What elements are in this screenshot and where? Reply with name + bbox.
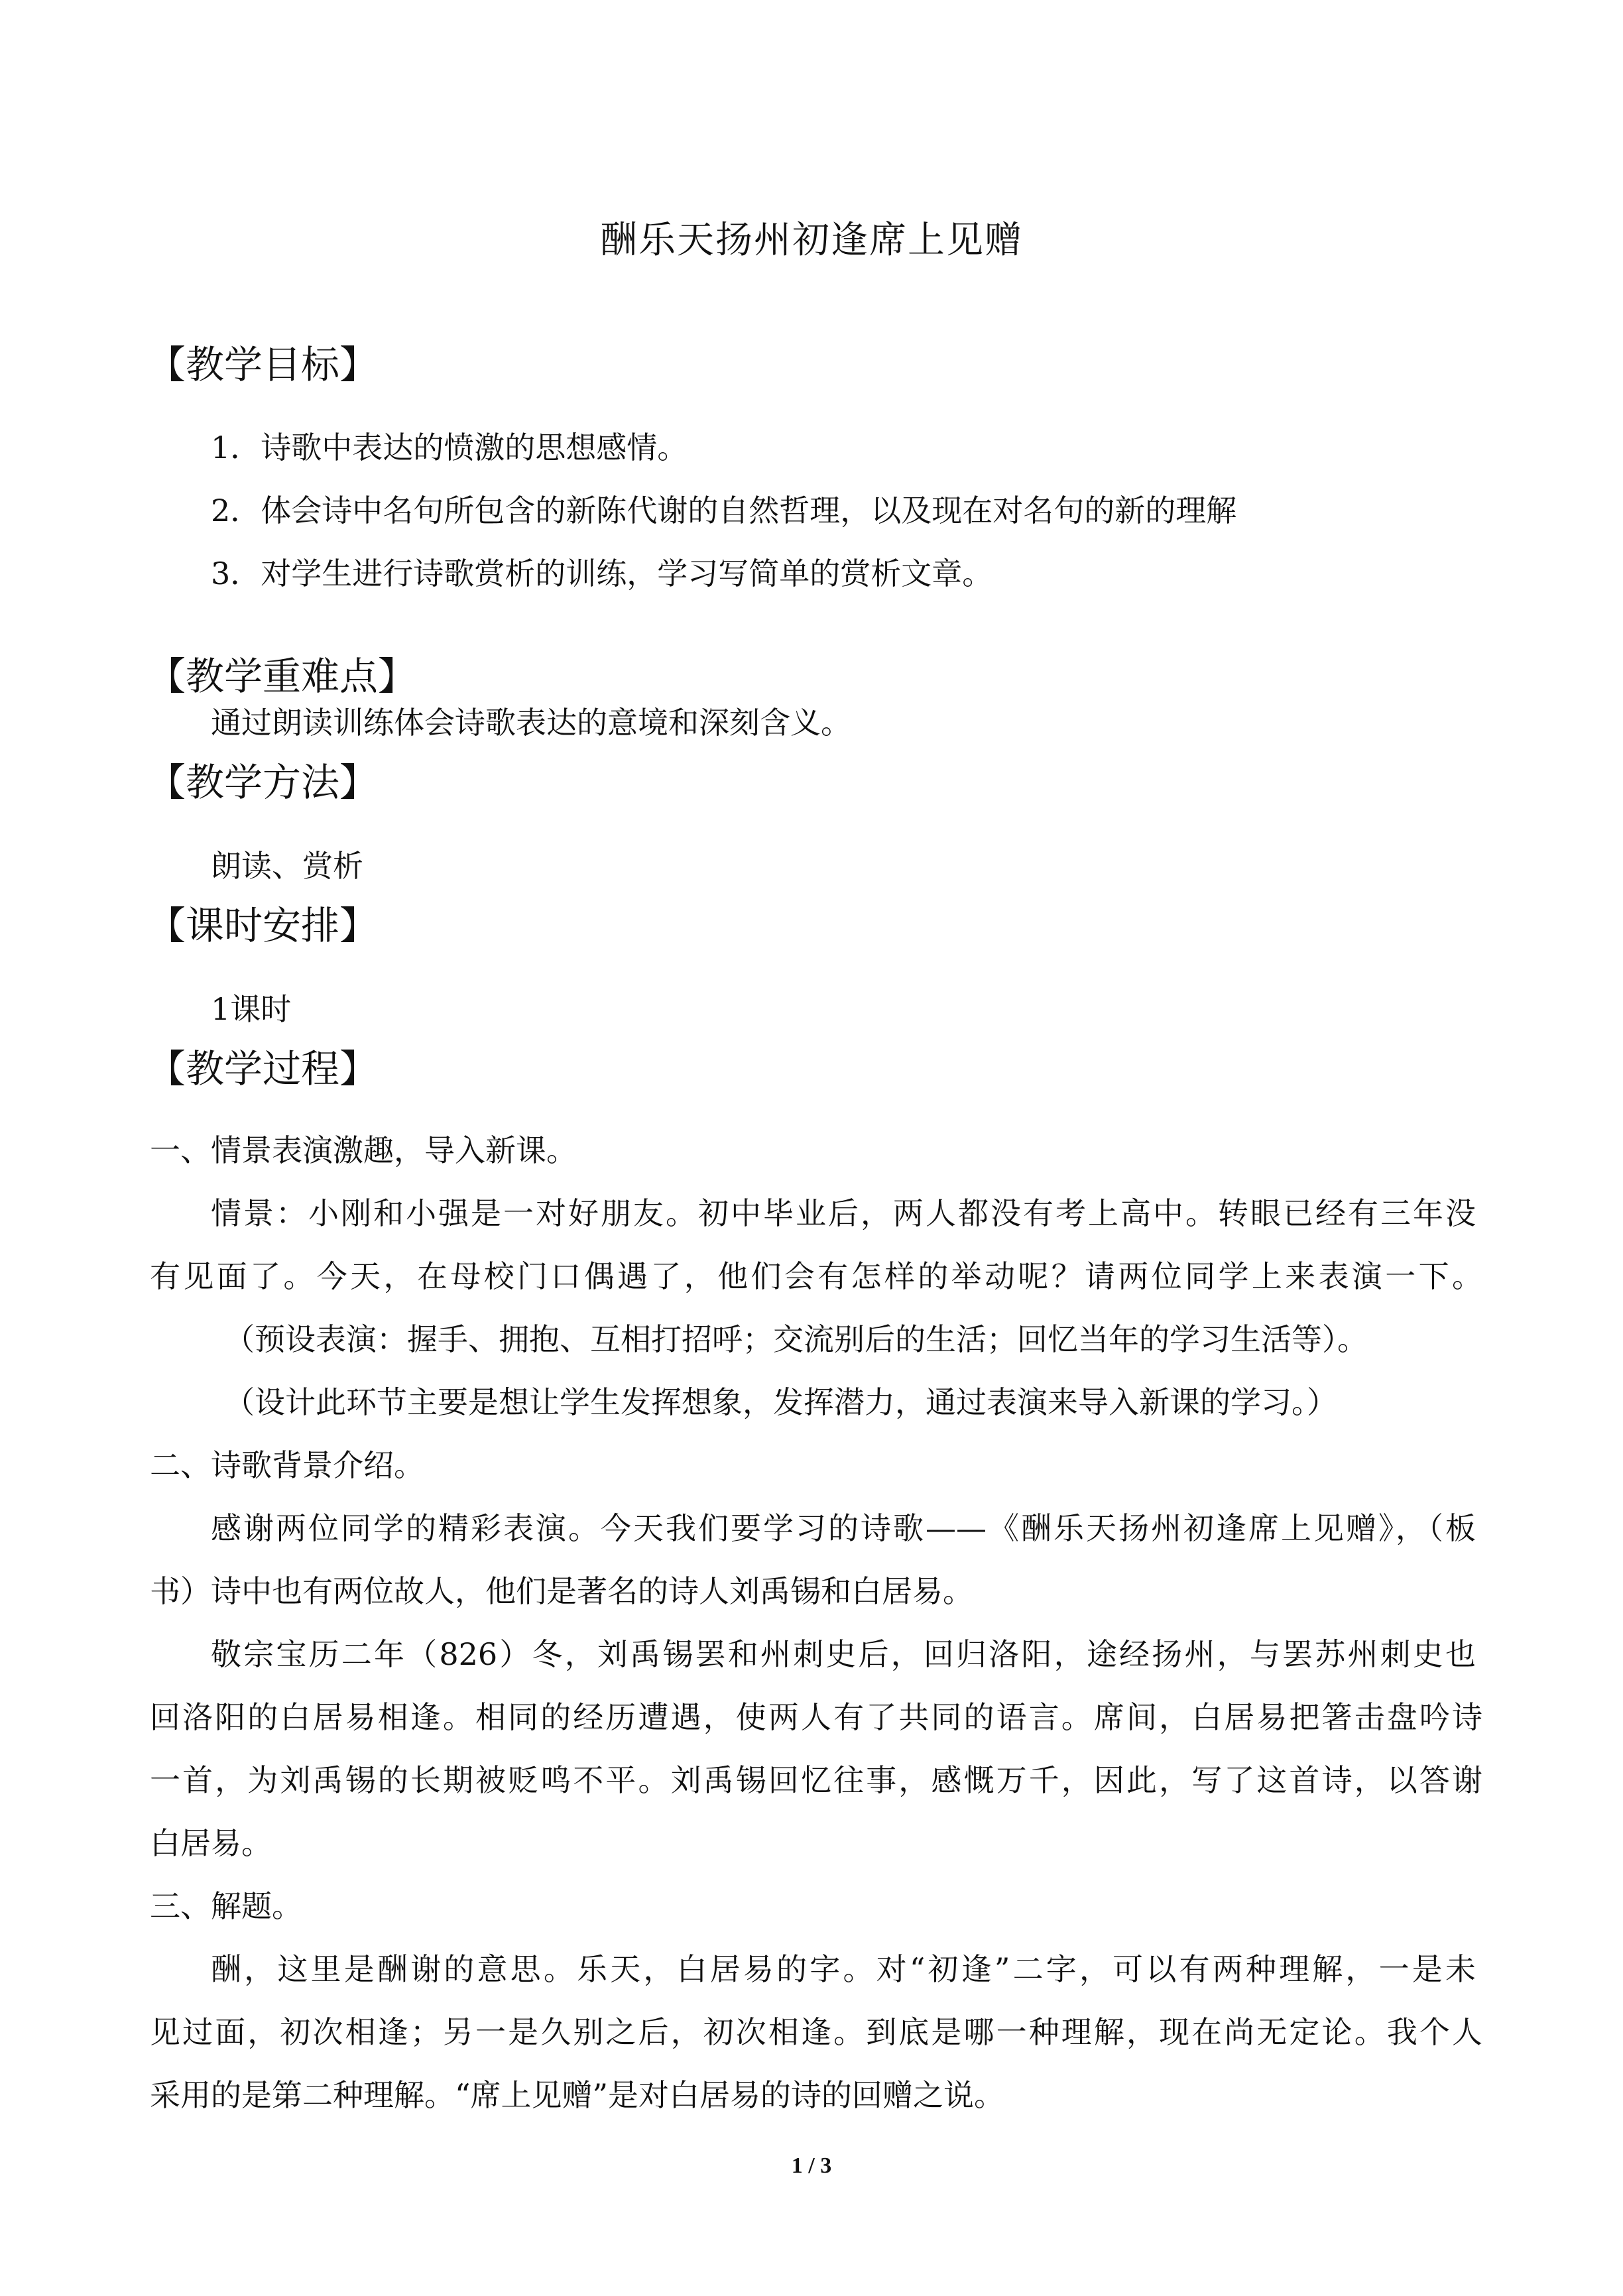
process-paragraph-line: （预设表演：握手、拥抱、互相打招呼；交流别后的生活；回忆当年的学习生活等）。 xyxy=(224,1321,1368,1357)
section-heading-schedule: 【课时安排】 xyxy=(147,903,379,948)
process-paragraph-line: 感谢两位同学的精彩表演。今天我们要学习的诗歌——《酬乐天扬州初逢席上见赠》，（板 xyxy=(211,1510,1476,1546)
document-title: 酬乐天扬州初逢席上见赠 xyxy=(600,219,1023,262)
key-points-text: 通过朗读训练体会诗歌表达的意境和深刻含义。 xyxy=(211,705,851,741)
process-paragraph-line: 白居易。 xyxy=(150,1825,272,1861)
process-paragraph-line: 回洛阳的白居易相逢。相同的经历遭遇，使两人有了共同的语言。席间，白居易把箸击盘吟诗 xyxy=(150,1699,1482,1735)
process-paragraph-line: 采用的是第二种理解。“席上见赠”是对白居易的诗的回赠之说。 xyxy=(150,2077,1005,2113)
objective-item: 3．对学生进行诗歌赏析的训练，学习写简单的赏析文章。 xyxy=(211,556,993,591)
process-paragraph-line: 敬宗宝历二年（826）冬，刘禹锡罢和州刺史后，回归洛阳，途经扬州，与罢苏州刺史也 xyxy=(211,1636,1476,1672)
process-paragraph-line: 酬，这里是酬谢的意思。乐天，白居易的字。对“初逢”二字，可以有两种理解，一是未 xyxy=(211,1951,1476,1987)
process-part3-title: 三、解题。 xyxy=(150,1888,302,1924)
process-paragraph-line: 情景：小刚和小强是一对好朋友。初中毕业后，两人都没有考上高中。转眼已经有三年没 xyxy=(211,1195,1476,1231)
process-part2-title: 二、诗歌背景介绍。 xyxy=(150,1447,424,1483)
process-paragraph-line: 一首，为刘禹锡的长期被贬鸣不平。刘禹锡回忆往事，感慨万千，因此，写了这首诗，以答谢 xyxy=(150,1762,1482,1798)
section-heading-key-points: 【教学重难点】 xyxy=(147,654,417,699)
process-paragraph-line: （设计此环节主要是想让学生发挥想象，发挥潜力，通过表演来导入新课的学习。） xyxy=(224,1384,1337,1420)
process-paragraph-line: 书）诗中也有两位故人，他们是著名的诗人刘禹锡和白居易。 xyxy=(150,1573,973,1609)
page-number: 1 / 3 xyxy=(791,2153,832,2178)
process-paragraph-line: 有见面了。今天，在母校门口偶遇了，他们会有怎样的举动呢？请两位同学上来表演一下。 xyxy=(150,1258,1482,1294)
section-heading-process: 【教学过程】 xyxy=(147,1046,379,1091)
methods-text: 朗读、赏析 xyxy=(211,848,363,884)
process-part1-title: 一、情景表演激趣，导入新课。 xyxy=(150,1132,577,1168)
schedule-text: 1课时 xyxy=(211,991,292,1027)
section-heading-objectives: 【教学目标】 xyxy=(147,342,379,387)
section-heading-methods: 【教学方法】 xyxy=(147,760,379,805)
objective-item: 2．体会诗中名句所包含的新陈代谢的自然哲理，以及现在对名句的新的理解 xyxy=(211,493,1237,528)
process-paragraph-line: 见过面，初次相逢；另一是久别之后，初次相逢。到底是哪一种理解，现在尚无定论。我个人 xyxy=(150,2014,1482,2050)
objective-item: 1．诗歌中表达的愤激的思想感情。 xyxy=(211,430,688,465)
